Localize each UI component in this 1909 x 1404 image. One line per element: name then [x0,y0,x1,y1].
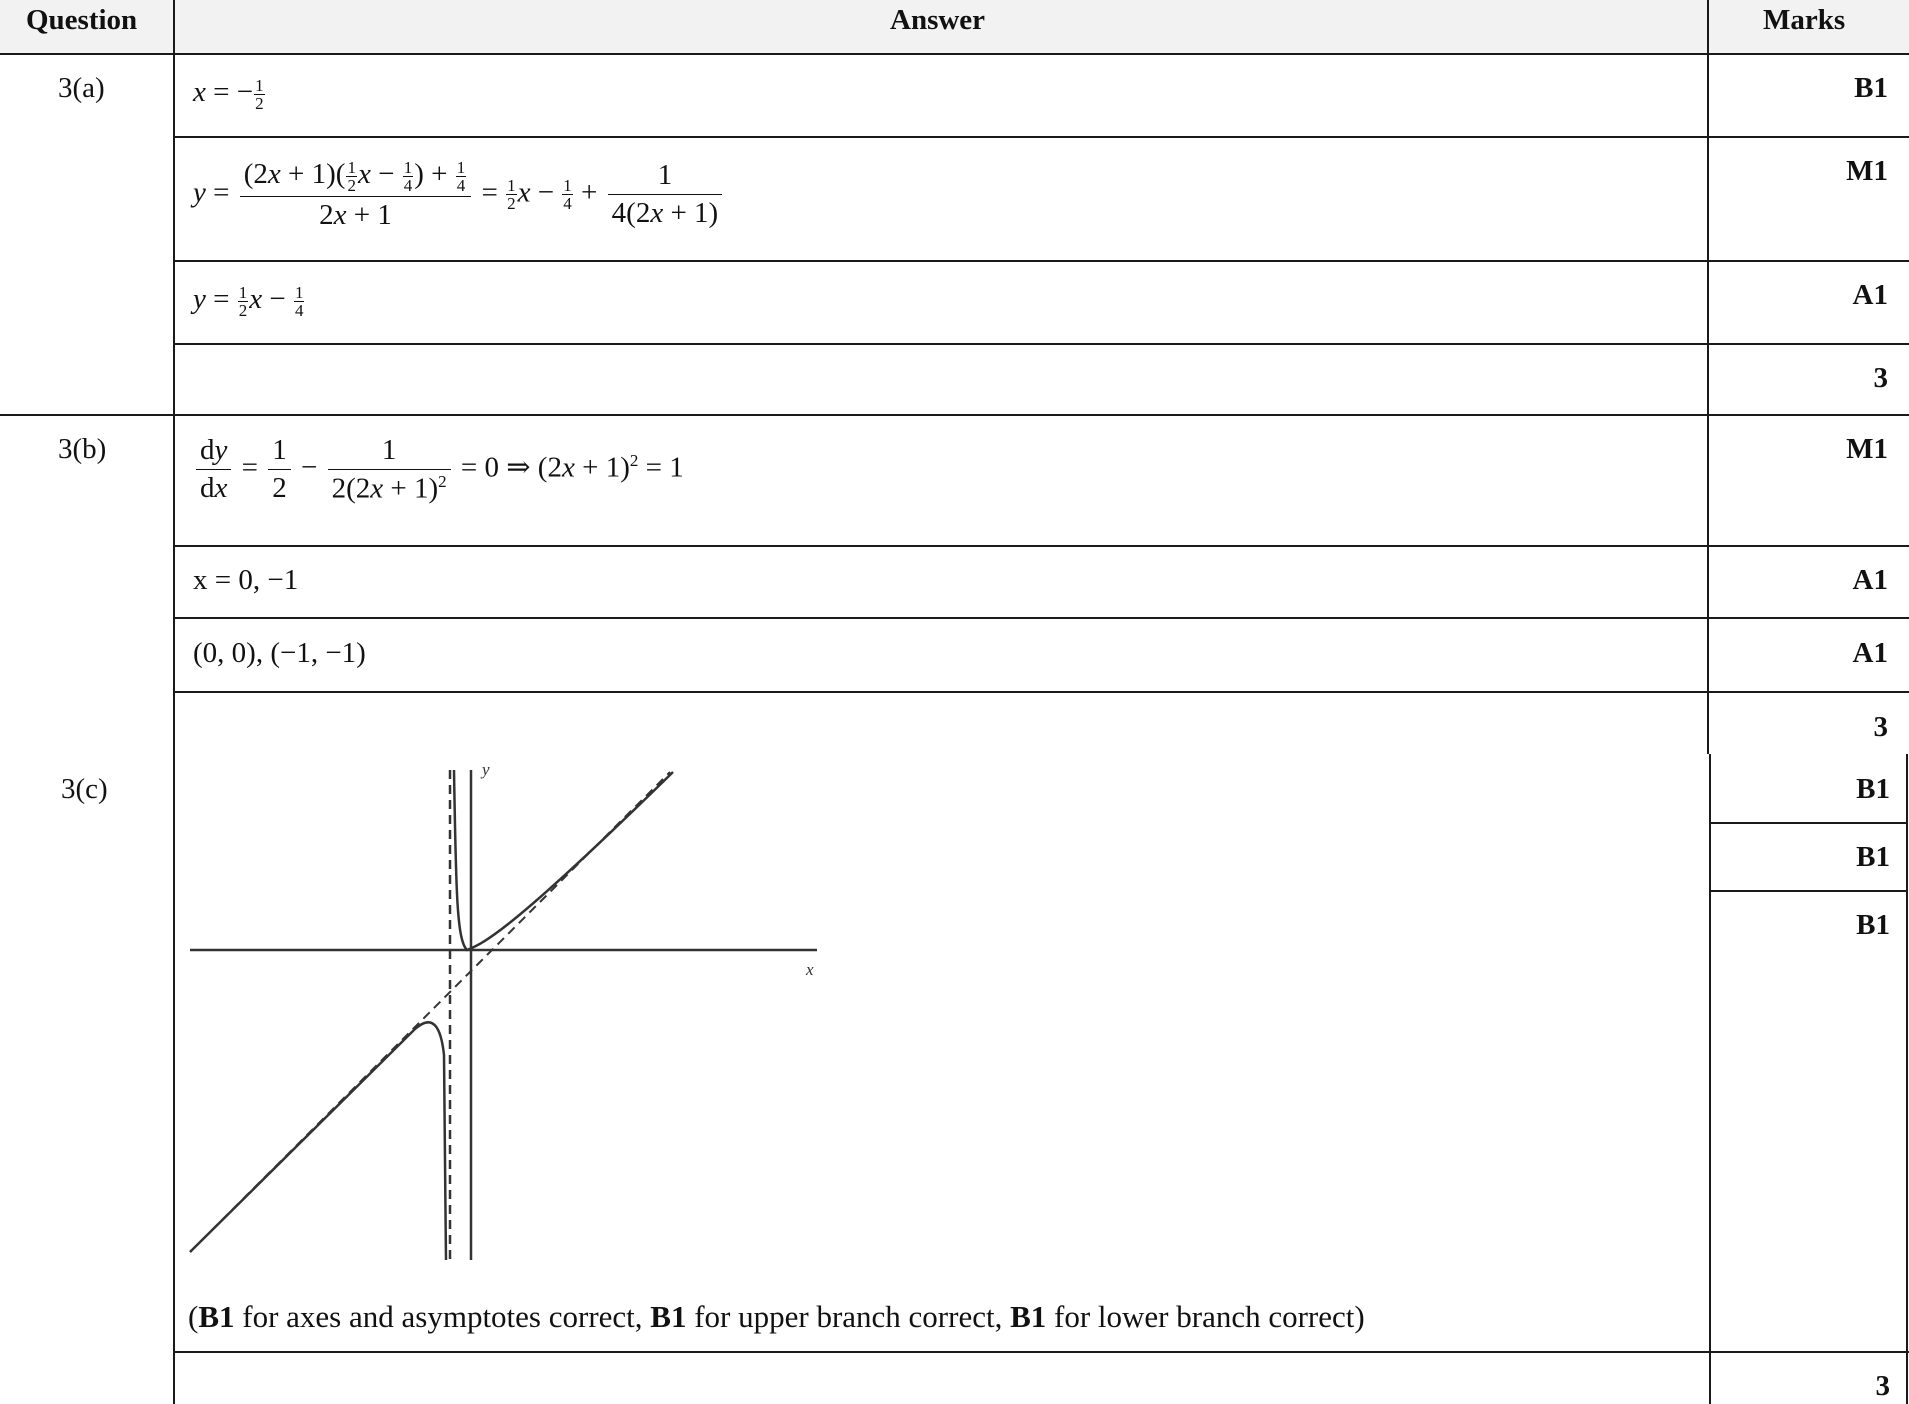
equation-stationary-x: x = 0, −1 [193,564,299,596]
equation-stationary-points: (0, 0), (−1, −1) [193,637,366,669]
equation-derivative: $\frac{dy}{dx}$ = $\frac{1}{2}$ − $\frac{1}{2(2x + 1)^2}$ = 0 ⇒ $(2x + 1)^2 = 1$ [193,432,684,508]
equation-oblique-asymptote: y = $\frac{1}{2}$ x − $\frac{1}{4}$ [193,282,304,320]
marking-note: (B1 for axes and asymptotes correct, B1 for upper branch correct, B1 for lower branch correct) [188,1299,1365,1334]
mark-3b-2: A1 [1852,564,1888,596]
mark-3c-3: B1 [1856,909,1890,941]
mark-3b-3: A1 [1852,637,1888,669]
question-label-3c: 3(c) [61,773,108,805]
upper-branch [454,770,673,950]
mark-3a-2: M1 [1846,155,1888,187]
question-label-3a: 3(a) [58,72,105,104]
header-question: Question [26,4,138,36]
equation-division: y = (2x + 1)( $\frac{1}{2}$ x − $\frac{1}{4}$ ) + $\frac{1}{4}$ 2x + 1 = $\frac{1}{2}$ x − $\frac{1}{4}$ + $\frac{1}{4(2x + 1)}$ [193,156,725,234]
mark-3b-total: 3 [1873,711,1888,743]
equation-asymptote-x: x = − $\frac{1}{2}$ [193,75,264,113]
header-answer: Answer [890,4,986,36]
mark-3b-1: M1 [1846,433,1888,465]
mark-3c-2: B1 [1856,841,1890,873]
sketch-graph [185,765,825,1265]
y-axis-label: y [482,765,490,779]
mark-3a-total: 3 [1873,362,1888,394]
x-axis-label: x [806,960,814,979]
mark-3c-1: B1 [1856,773,1890,805]
mark-3a-1: B1 [1854,72,1888,104]
mark-3a-3: A1 [1852,279,1888,311]
mark-3c-total: 3 [1875,1370,1890,1402]
lower-branch [190,1022,446,1260]
header-marks: Marks [1763,4,1846,36]
question-label-3b: 3(b) [58,433,107,465]
